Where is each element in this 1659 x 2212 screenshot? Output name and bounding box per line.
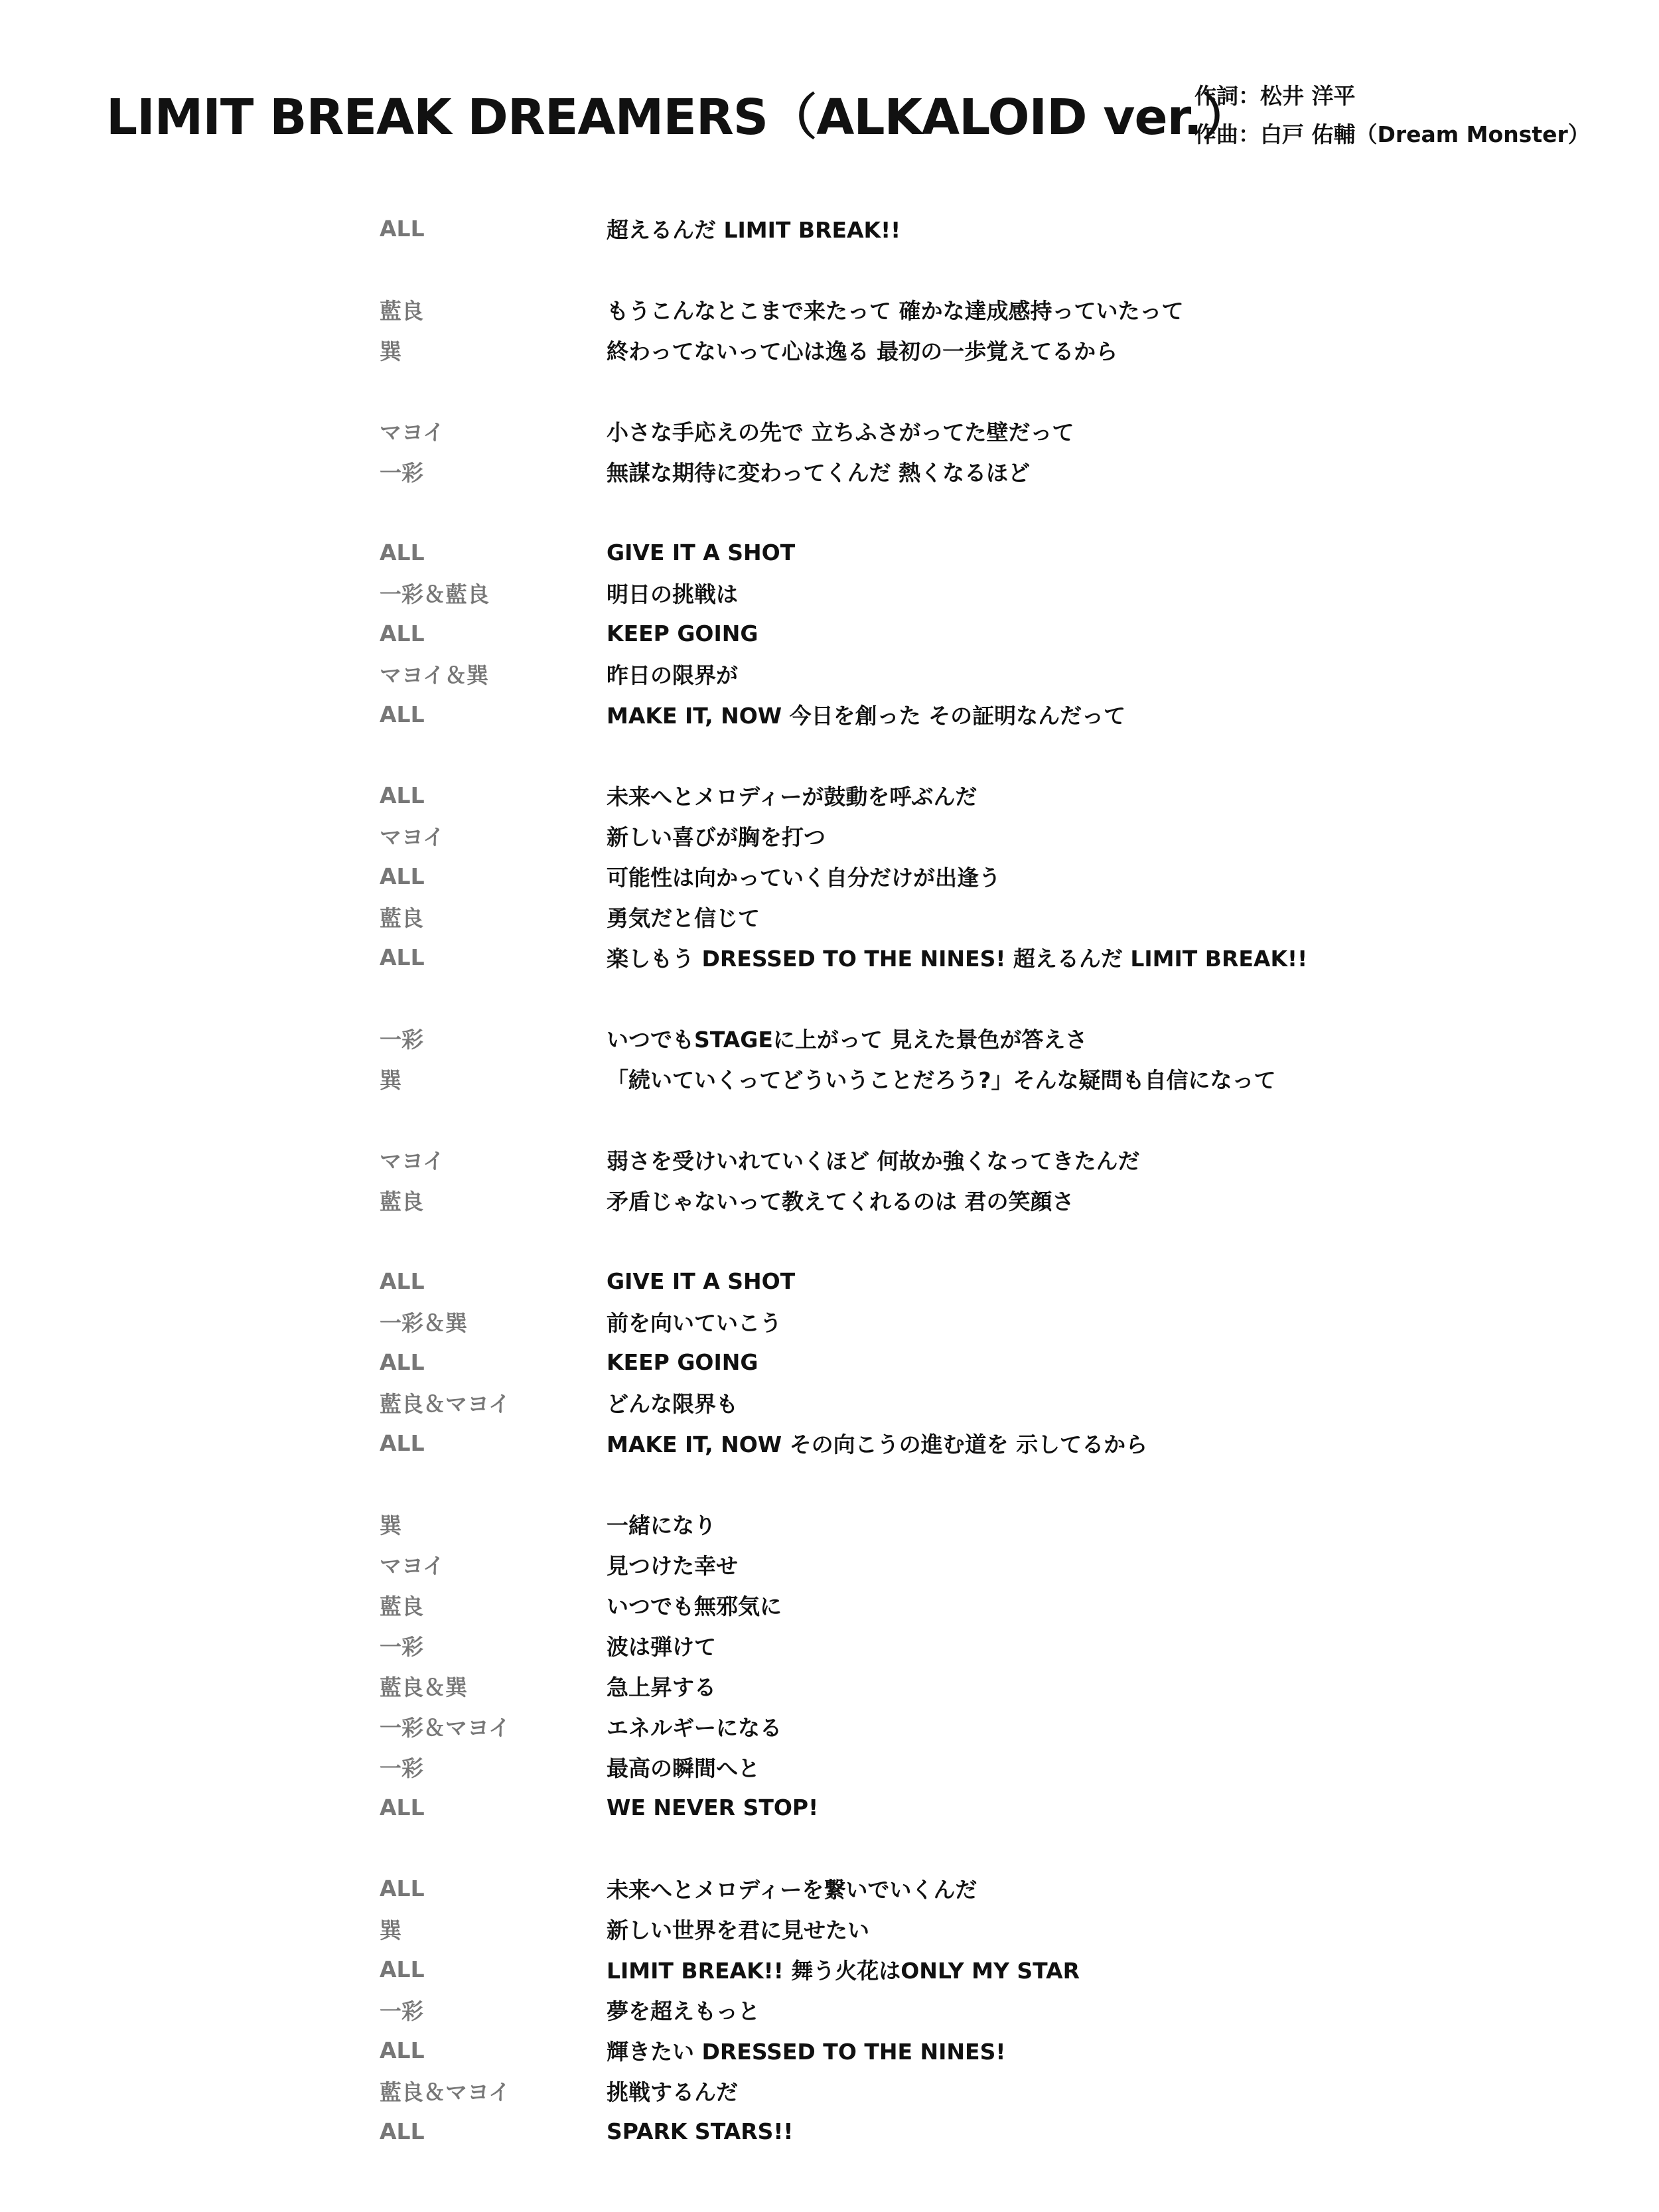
- lyric-text: 輝きたい DRESSED TO THE NINES!: [607, 2039, 1006, 2065]
- singer-label: 一彩: [380, 1755, 423, 1781]
- singer-label: ALL: [380, 944, 425, 970]
- singer-label: 巽: [380, 338, 401, 364]
- singer-label: ALL: [380, 701, 425, 727]
- singer-label: ALL: [380, 1268, 425, 1294]
- lyric-line: [380, 1666, 1574, 1706]
- lyric-text: 「続いていくってどういうことだろう?」そんな疑問も自信になって: [607, 1067, 1276, 1093]
- singer-label: 藍良＆巽: [380, 1674, 467, 1700]
- lyric-text: GIVE IT A SHOT: [607, 1268, 796, 1294]
- lyric-line: [380, 451, 1574, 492]
- stanza: [380, 532, 1574, 735]
- stanza: [380, 1018, 1574, 1099]
- singer-label: ALL: [380, 2037, 425, 2063]
- singer-label: ALL: [380, 1430, 425, 1456]
- singer-label: 藍良: [380, 298, 423, 324]
- lyric-line: [380, 573, 1574, 613]
- stanza: [380, 1504, 1574, 1828]
- lyric-text: 急上昇する: [607, 1674, 716, 1700]
- lyric-line: [380, 613, 1574, 654]
- singer-label: 一彩＆巽: [380, 1310, 467, 1336]
- lyric-text: 無謀な期待に変わってくんだ 熱くなるほど: [607, 460, 1031, 486]
- lyric-line: [380, 289, 1574, 330]
- singer-label: ALL: [380, 863, 425, 889]
- credits: [1194, 77, 1590, 154]
- singer-label: 一彩: [380, 1998, 423, 2024]
- stanza: [380, 411, 1574, 492]
- singer-label: 一彩: [380, 1027, 423, 1053]
- lyric-line: [380, 1423, 1574, 1463]
- lyric-line: [380, 654, 1574, 694]
- lyric-text: WE NEVER STOP!: [607, 1795, 819, 1820]
- lyric-line: [380, 1625, 1574, 1666]
- singer-label: ALL: [380, 621, 425, 646]
- lyric-line: [380, 330, 1574, 370]
- lyric-line: [380, 775, 1574, 816]
- lyric-line: [380, 2111, 1574, 2152]
- composer-credit: 作曲：白戸 佑輔（Dream Monster）: [1194, 121, 1590, 147]
- lyric-line: [380, 1382, 1574, 1423]
- lyric-text: 勇気だと信じて: [607, 905, 760, 931]
- lyric-line: [380, 1909, 1574, 1949]
- lyricist-credit: 作詞：松井 洋平: [1194, 83, 1356, 109]
- singer-label: 巽: [380, 1512, 401, 1538]
- lyric-text: 矛盾じゃないって教えてくれるのは 君の笑顔さ: [607, 1189, 1074, 1215]
- lyric-line: [380, 1180, 1574, 1220]
- lyrics-body: [380, 208, 1574, 2192]
- lyric-text: 挑戦するんだ: [607, 2079, 738, 2105]
- lyric-line: [380, 1585, 1574, 1625]
- singer-label: 一彩＆藍良: [380, 581, 489, 607]
- lyric-text: 新しい世界を君に見せたい: [607, 1917, 869, 1943]
- stanza: [380, 208, 1574, 249]
- lyric-line: [380, 1018, 1574, 1059]
- singer-label: 藍良: [380, 1593, 423, 1619]
- lyric-text: 未来へとメロディーが鼓動を呼ぶんだ: [607, 784, 977, 810]
- lyric-text: KEEP GOING: [607, 621, 758, 646]
- singer-label: マヨイ: [380, 1148, 445, 1174]
- lyric-line: [380, 2030, 1574, 2071]
- lyric-text: 一緒になり: [607, 1512, 716, 1538]
- singer-label: 藍良＆マヨイ: [380, 1391, 511, 1417]
- lyric-text: MAKE IT, NOW 今日を創った その証明なんだって: [607, 703, 1126, 729]
- lyric-text: 終わってないって心は逸る 最初の一歩覚えてるから: [607, 338, 1118, 364]
- singer-label: ALL: [380, 540, 425, 565]
- lyric-line: [380, 1990, 1574, 2030]
- singer-label: ALL: [380, 1876, 425, 1901]
- singer-label: ALL: [380, 1956, 425, 1982]
- singer-label: マヨイ: [380, 419, 445, 445]
- lyric-text: KEEP GOING: [607, 1349, 758, 1375]
- lyric-text: 未来へとメロディーを繋いでいくんだ: [607, 1877, 977, 1903]
- lyric-line: [380, 1544, 1574, 1585]
- song-title: LIMIT BREAK DREAMERS（ALKALOID ver.）: [106, 89, 1250, 146]
- singer-label: 一彩＆マヨイ: [380, 1715, 511, 1741]
- singer-label: ALL: [380, 216, 425, 242]
- lyric-line: [380, 1787, 1574, 1828]
- lyric-line: [380, 694, 1574, 735]
- stanza: [380, 289, 1574, 370]
- lyric-line: [380, 1504, 1574, 1544]
- singer-label: ALL: [380, 1795, 425, 1820]
- lyric-line: [380, 1301, 1574, 1342]
- lyric-line: [380, 937, 1574, 978]
- lyric-line: [380, 532, 1574, 573]
- singer-label: マヨイ: [380, 824, 445, 850]
- singer-label: マヨイ: [380, 1553, 445, 1579]
- lyric-line: [380, 411, 1574, 451]
- stanza: [380, 1261, 1574, 1463]
- lyric-line: [380, 1706, 1574, 1747]
- lyric-line: [380, 1140, 1574, 1180]
- lyric-text: どんな限界も: [607, 1391, 738, 1417]
- lyric-text: いつでもSTAGEに上がって 見えた景色が答えさ: [607, 1027, 1088, 1053]
- lyric-text: MAKE IT, NOW その向こうの進む道を 示してるから: [607, 1432, 1148, 1457]
- lyric-line: [380, 897, 1574, 937]
- lyric-text: 昨日の限界が: [607, 662, 738, 688]
- lyric-text: 夢を超えもっと: [607, 1998, 760, 2024]
- singer-label: 巽: [380, 1917, 401, 1943]
- lyric-text: GIVE IT A SHOT: [607, 540, 796, 565]
- stanza: [380, 1868, 1574, 2152]
- singer-label: 一彩: [380, 460, 423, 486]
- singer-label: 一彩: [380, 1634, 423, 1660]
- lyric-text: 弱さを受けいれていくほど 何故か強くなってきたんだ: [607, 1148, 1140, 1174]
- lyric-text: LIMIT BREAK!! 舞う火花はONLY MY STAR: [607, 1958, 1080, 1984]
- lyric-line: [380, 816, 1574, 856]
- lyric-text: 波は弾けて: [607, 1634, 716, 1660]
- lyric-text: 可能性は向かっていく自分だけが出逢う: [607, 865, 1001, 891]
- lyric-text: 新しい喜びが胸を打つ: [607, 824, 826, 850]
- lyric-line: [380, 1261, 1574, 1301]
- lyric-text: SPARK STARS!!: [607, 2118, 794, 2144]
- singer-label: マヨイ＆巽: [380, 662, 489, 688]
- lyric-text: いつでも無邪気に: [607, 1593, 782, 1619]
- header: [106, 73, 1593, 173]
- lyric-text: 超えるんだ LIMIT BREAK!!: [607, 217, 901, 243]
- lyric-line: [380, 1949, 1574, 1990]
- lyric-text: 明日の挑戦は: [607, 581, 738, 607]
- lyric-line: [380, 1868, 1574, 1909]
- lyric-text: 楽しもう DRESSED TO THE NINES! 超えるんだ LIMIT BREAK!!: [607, 946, 1308, 972]
- lyric-line: [380, 856, 1574, 897]
- singer-label: 藍良: [380, 905, 423, 931]
- lyric-text: もうこんなとこまで来たって 確かな達成感持っていたって: [607, 298, 1184, 324]
- lyric-text: 見つけた幸せ: [607, 1553, 738, 1579]
- singer-label: 藍良: [380, 1189, 423, 1215]
- stanza: [380, 775, 1574, 978]
- lyric-line: [380, 1342, 1574, 1382]
- lyric-text: 前を向いていこう: [607, 1310, 782, 1336]
- singer-label: ALL: [380, 782, 425, 808]
- lyric-line: [380, 1059, 1574, 1099]
- lyric-line: [380, 1747, 1574, 1787]
- singer-label: ALL: [380, 1349, 425, 1375]
- lyric-text: エネルギーになる: [607, 1715, 782, 1741]
- lyric-text: 最高の瞬間へと: [607, 1755, 760, 1781]
- lyric-text: 小さな手応えの先で 立ちふさがってた壁だって: [607, 419, 1074, 445]
- stanza: [380, 1140, 1574, 1220]
- singer-label: 藍良＆マヨイ: [380, 2079, 511, 2105]
- singer-label: ALL: [380, 2118, 425, 2144]
- singer-label: 巽: [380, 1067, 401, 1093]
- lyric-line: [380, 2071, 1574, 2111]
- lyric-line: [380, 208, 1574, 249]
